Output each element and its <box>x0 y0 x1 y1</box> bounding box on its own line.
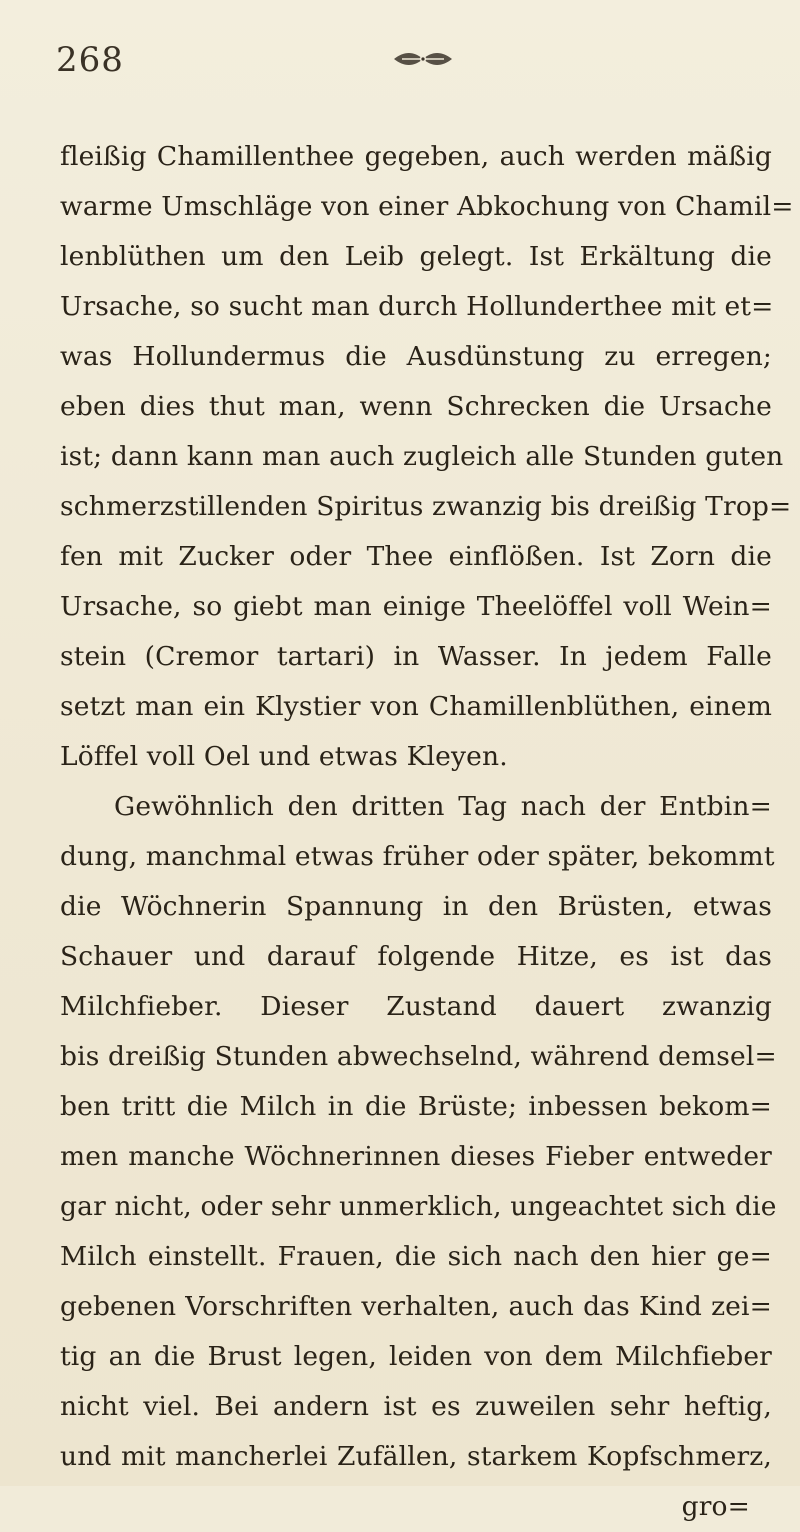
text-line: tig an die Brust legen, leiden von dem Milchfieber <box>60 1341 772 1372</box>
text-line: schmerzstillenden Spiritus zwanzig bis dreißig Trop= <box>60 491 792 522</box>
text-line: Milchfieber. Dieser Zustand dauert zwanzig <box>60 991 772 1022</box>
text-line: bis dreißig Stunden abwechselnd, während demsel= <box>60 1041 777 1072</box>
text-line: fen mit Zucker oder Thee einflößen. Ist Zorn die <box>60 541 772 572</box>
text-line: gebenen Vorschriften verhalten, auch das Kind zei= <box>60 1291 772 1322</box>
text-line: was Hollundermus die Ausdünstung zu erregen; <box>60 341 772 372</box>
text-line: Gewöhnlich den dritten Tag nach der Entbin= <box>114 791 772 822</box>
text-line: setzt man ein Klystier von Chamillenblüthen, einem <box>60 691 772 722</box>
text-line: warme Umschläge von einer Abkochung von Chamil= <box>60 191 794 222</box>
text-line: ben tritt die Milch in die Brüste; inbessen bekom= <box>60 1091 772 1122</box>
decorative-fleuron-icon <box>392 46 454 72</box>
text-line: stein (Cremor tartari) in Wasser. In jedem Falle <box>60 641 772 672</box>
text-line: und mit mancherlei Zufällen, starkem Kopfschmerz, <box>60 1441 772 1472</box>
text-line: nicht viel. Bei andern ist es zuweilen sehr heftig, <box>60 1391 772 1422</box>
text-line: fleißig Chamillenthee gegeben, auch werden mäßig <box>60 141 772 172</box>
text-line: eben dies thut man, wenn Schrecken die Ursache <box>60 391 772 422</box>
text-line: Löffel voll Oel und etwas Kleyen. <box>60 741 508 772</box>
text-line: Ursache, so sucht man durch Hollunderthee mit et= <box>60 291 774 322</box>
catchword: gro= <box>681 1491 750 1522</box>
text-line: dung, manchmal etwas früher oder später, bekommt <box>60 841 775 872</box>
text-line: lenblüthen um den Leib gelegt. Ist Erkältung die <box>60 241 772 272</box>
text-line: men manche Wöchnerinnen dieses Fieber entweder <box>60 1141 772 1172</box>
text-line: Schauer und darauf folgende Hitze, es ist das <box>60 941 772 972</box>
text-line: gar nicht, oder sehr unmerklich, ungeachtet sich die <box>60 1191 777 1222</box>
page-number: 268 <box>56 40 124 80</box>
body-text <box>60 132 794 1532</box>
text-line: die Wöchnerin Spannung in den Brüsten, etwas <box>60 891 772 922</box>
text-line: Ursache, so giebt man einige Theelöffel voll Wein= <box>60 591 772 622</box>
text-line: Milch einstellt. Frauen, die sich nach den hier ge= <box>60 1241 772 1272</box>
text-line: ist; dann kann man auch zugleich alle Stunden guten <box>60 441 784 472</box>
